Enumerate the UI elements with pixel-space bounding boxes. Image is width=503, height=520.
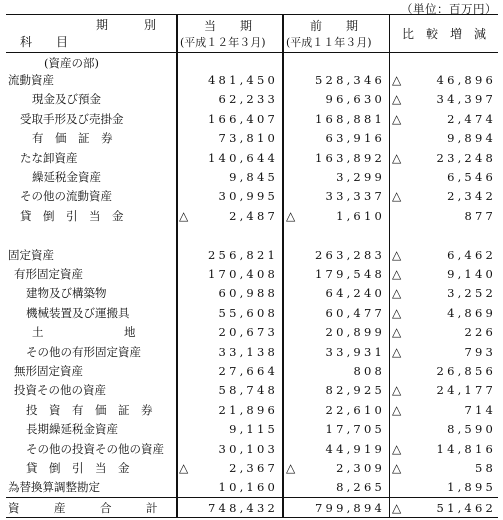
current-value: 170,408	[208, 267, 278, 281]
total-current: 748,432	[208, 501, 278, 515]
total-label: 資 産 合 計	[8, 501, 158, 515]
current-value: 60,988	[218, 286, 278, 301]
current-value: 27,664	[218, 364, 278, 378]
diff-value: 24,177	[436, 383, 496, 398]
diff-value: 4,869	[447, 305, 496, 320]
diff-value: 877	[464, 208, 496, 223]
diff-value: 9,140	[447, 267, 496, 281]
prior-value: 64,240	[325, 286, 385, 301]
total-prior: 799,894	[315, 501, 385, 515]
prior-value: 60,477	[325, 305, 385, 320]
row-label: 投 資 有 価 証 券	[26, 402, 153, 417]
current-value: 481,450	[208, 73, 278, 87]
negative-mark: △	[179, 208, 189, 223]
prior-value: 528,346	[315, 73, 385, 87]
negative-mark: △	[392, 344, 402, 359]
negative-mark: △	[392, 305, 402, 320]
current-value: 166,407	[208, 111, 278, 126]
negative-mark: △	[392, 189, 402, 204]
current-value: 2,367	[229, 461, 278, 475]
diff-value: 6,462	[447, 247, 496, 262]
negative-mark: △	[286, 208, 296, 223]
diff-value: 1,895	[447, 480, 496, 495]
row-label: 有 価 証 券	[32, 131, 113, 146]
total-diff: 51,462	[436, 501, 496, 515]
prior-value: 1,610	[336, 208, 385, 223]
negative-mark: △	[392, 501, 402, 515]
row-label: たな卸資産	[20, 150, 78, 165]
current-value: 73,810	[218, 131, 278, 146]
prior-title: 前 期	[310, 19, 359, 33]
prior-value: 2,309	[336, 461, 385, 475]
current-value: 21,896	[218, 402, 278, 417]
balance-sheet-table	[6, 14, 498, 518]
row-label: 固定資産	[8, 247, 54, 262]
item-label: 科 目	[20, 35, 69, 49]
col-divider	[389, 15, 390, 517]
current-value: 256,821	[208, 247, 278, 262]
prior-value: 263,283	[315, 247, 385, 262]
current-value: 2,487	[229, 208, 278, 223]
prior-value: 179,548	[315, 267, 385, 281]
prior-value: 33,337	[325, 189, 385, 204]
negative-mark: △	[392, 267, 402, 281]
diff-value: 8,590	[447, 422, 496, 437]
negative-mark: △	[392, 402, 402, 417]
negative-mark: △	[392, 461, 402, 475]
row-label: 現金及び預金	[32, 92, 101, 107]
negative-mark: △	[392, 441, 402, 456]
row-label: 為替換算調整勘定	[8, 480, 100, 495]
negative-mark: △	[286, 461, 296, 475]
diff-value: 14,816	[436, 441, 496, 456]
diff-value: 793	[464, 344, 496, 359]
negative-mark: △	[392, 383, 402, 398]
negative-mark: △	[392, 286, 402, 301]
current-value: 20,673	[218, 325, 278, 340]
prior-value: 163,892	[315, 150, 385, 165]
current-value: 62,233	[218, 92, 278, 107]
diff-value: 3,252	[447, 286, 496, 301]
diff-value: 9,894	[447, 131, 496, 146]
current-value: 30,995	[218, 189, 278, 204]
prior-value: 96,630	[325, 92, 385, 107]
row-label: 受取手形及び売掛金	[20, 111, 124, 126]
diff-value: 46,896	[436, 73, 496, 87]
negative-mark: △	[392, 150, 402, 165]
row-label: その他の投資その他の資産	[26, 441, 164, 456]
diff-value: 714	[464, 402, 496, 417]
negative-mark: △	[392, 111, 402, 126]
current-value: 140,644	[208, 150, 278, 165]
prior-value: 3,299	[336, 170, 385, 184]
diff-value: 2,342	[447, 189, 496, 204]
prior-value: 17,705	[325, 422, 385, 437]
period-label: 期 別	[96, 18, 157, 32]
current-value: 58,748	[218, 383, 278, 398]
prior-value: 168,881	[315, 111, 385, 126]
prior-value: 44,919	[325, 441, 385, 456]
header-rule	[6, 52, 498, 53]
unit-label: （単位：百万円）	[401, 2, 497, 16]
diff-value: 226	[464, 325, 496, 340]
negative-mark: △	[392, 325, 402, 340]
current-value: 9,845	[229, 170, 278, 184]
row-label: その他の流動資産	[20, 189, 112, 204]
section-label: (資産の部)	[44, 56, 99, 70]
current-value: 30,103	[218, 441, 278, 456]
prior-value: 22,610	[325, 402, 385, 417]
row-label: 貸 倒 引 当 金	[26, 461, 130, 475]
negative-mark: △	[392, 73, 402, 87]
negative-mark: △	[179, 461, 189, 475]
negative-mark: △	[392, 92, 402, 107]
row-label: 機械装置及び運搬具	[26, 305, 130, 320]
current-value: 10,160	[218, 480, 278, 495]
prior-value: 8,265	[336, 480, 385, 495]
diff-value: 34,397	[436, 92, 496, 107]
row-label: 流動資産	[8, 73, 54, 87]
diff-title: 比 較 増 減	[402, 27, 487, 41]
prior-date: (平成１１年３月)	[286, 36, 372, 49]
header-diagonal	[6, 15, 176, 51]
current-title: 当 期	[204, 19, 253, 33]
total-rule	[6, 497, 498, 498]
diff-value: 2,474	[447, 111, 496, 126]
row-label: 繰延税金資産	[32, 170, 101, 184]
row-label: 投資その他の資産	[14, 383, 106, 398]
prior-value: 82,925	[325, 383, 385, 398]
negative-mark: △	[392, 247, 402, 262]
current-value: 9,115	[229, 422, 278, 437]
row-label: 土 地	[32, 325, 136, 340]
prior-value: 808	[353, 364, 385, 378]
row-label: 長期繰延税金資産	[26, 422, 118, 437]
current-value: 33,138	[218, 344, 278, 359]
prior-value: 63,916	[325, 131, 385, 146]
current-date: (平成１２年３月)	[180, 36, 266, 49]
prior-value: 33,931	[325, 344, 385, 359]
current-value: 55,608	[218, 305, 278, 320]
prior-value: 20,899	[325, 325, 385, 340]
row-label: 無形固定資産	[14, 364, 83, 378]
diff-value: 26,856	[436, 364, 496, 378]
diff-value: 6,546	[447, 170, 496, 184]
row-label: 有形固定資産	[14, 267, 83, 281]
row-label: その他の有形固定資産	[26, 344, 141, 359]
diff-value: 58	[474, 461, 496, 475]
row-label: 建物及び構築物	[26, 286, 107, 301]
diff-value: 23,248	[436, 150, 496, 165]
row-label: 貸 倒 引 当 金	[20, 208, 124, 223]
